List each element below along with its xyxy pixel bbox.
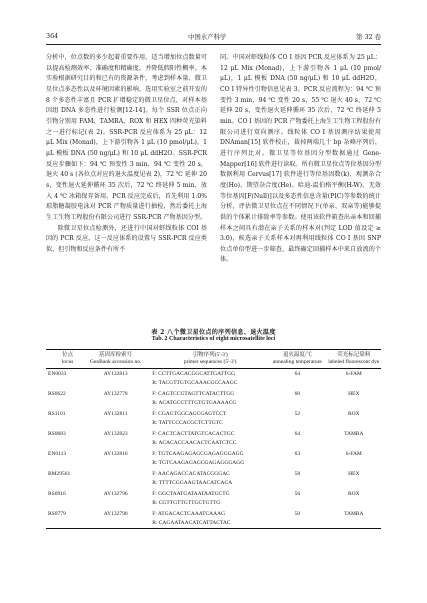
- cell-dye-text: ROX: [347, 490, 360, 497]
- running-header: [46, 30, 381, 42]
- table-row: [46, 388, 381, 408]
- table-row: [46, 428, 381, 448]
- cell-locus: [46, 368, 87, 388]
- cell-locus-text: RS0683: [48, 430, 66, 437]
- table-caption-cn: 表 2 八个微卫星位点的序列信息、退火温度: [151, 329, 276, 336]
- cell-dye-text: TAMRA: [344, 510, 364, 517]
- cell-accession-text: AY132823: [103, 430, 128, 437]
- paragraph: 同。中国对虾线粒体 CO I 基因 PCR 反应体系为 25 μL：12 μL Mix (Monad)，上下游引物各 1 μL (10 pmol/μL)，1 μL 模板 DNA (50 ng/μL) 和 10 μL ddH2O，CO I 特异性引物信息见表 3。PCR 反应流程为：94 ℃ 预变性 3 min，94 ℃ 变性 20 s，55 ℃ 退火 40 s，72 ℃ 延伸 20 s，变性退火延伸循环 35 次后，72 ℃ 终延伸 5 min。CO I 基因的 PCR 产物委托上海生工生物工程股份有限公司进行双向测序。线粒体 CO I 基因测序结果使用 DNAman[15] 软件校正，裁掉两端几十 bp 杂峰序列后，进行序列比对。微卫星等位基因分型数据通过 Gene-Mapper[16] 软件进行读取。所有微卫星位点等位基因分型数据利用 Cervus[17] 软件进行等位基因数(k)、观测杂合度(Ho)、期望杂合度(He)、哈迪-温伯格平衡(H-W)、无效等位基因[F(Null)]以及多态性信息含量(PIC)等参数的统计分析，评估微卫星位点在不同情况下(单亲、双亲等)能够提供的个体累计排除率等参数。使用该软件箱查出亲本和回捕样本之间具有潜在亲子关系的样本对(判定 LOD 值设定 ≥ 3.0)，候选亲子关系样本对再利用线粒体 CO I 基因 SNP 位点单倍型进一步筛查，最终确定回捕样本中来自放流的个体。: [220, 54, 381, 264]
- header-locus: 位点 locus: [61, 352, 74, 365]
- cell-annealing: [268, 488, 326, 508]
- table-caption-en: Tab. 2 Characteristics of eight microsatellite loci: [151, 336, 276, 342]
- cell-annealing: [268, 368, 326, 388]
- cell-primers-text: F: TGTCAAGAGAGCGAGAGGGAGG: [152, 450, 244, 457]
- cell-accession-text: AY132811: [103, 410, 128, 417]
- cell-accession: [87, 488, 144, 508]
- cell-locus: [46, 388, 87, 408]
- cell-accession-text: AY132796: [103, 490, 128, 497]
- cell-primers-text: F: GGCTAATGATAATAATGCTG: [152, 490, 230, 497]
- cell-accession: [87, 408, 144, 428]
- cell-dye-text: HEX: [348, 390, 360, 397]
- header-primers: 引物序列(5'-3') primer sequences (5'-3'): [183, 352, 237, 365]
- cell-locus-text: BM29561: [48, 470, 71, 477]
- cell-primers-text: R: ACATGCCTTTGTGTGAAAACG: [152, 400, 237, 407]
- cell-locus-text: RS0916: [48, 490, 66, 497]
- cell-primers: [144, 488, 268, 508]
- cell-accession-text: AY132813: [103, 370, 128, 377]
- cell-locus: [46, 448, 87, 468]
- journal-name: 中国水产科学: [187, 32, 227, 41]
- cell-primers: [144, 428, 268, 448]
- cell-annealing-text: 63: [294, 450, 301, 457]
- cell-primers-text: R: TTTTCGGAAGTAACATCACA: [152, 480, 233, 487]
- cell-primers-text: F: CGAGTGGCAGCGAGTCCT: [152, 410, 227, 417]
- table-body: [46, 368, 381, 529]
- cell-locus-text: EN0113: [48, 450, 67, 457]
- cell-dye-text: 6-FAM: [345, 450, 362, 457]
- cell-annealing-text: 58: [294, 470, 301, 477]
- cell-annealing: [268, 408, 326, 428]
- cell-accession: [87, 448, 144, 468]
- cell-primers-text: R: TGTCAAGAGAGCGAGAGGGAGG: [152, 460, 245, 467]
- cell-accession-text: AY132778: [103, 390, 128, 397]
- cell-dye: [327, 488, 381, 508]
- cell-annealing: [268, 448, 326, 468]
- volume-label: 第 32 卷: [356, 32, 381, 41]
- cell-dye: [327, 368, 381, 388]
- right-column: [220, 53, 381, 266]
- cell-primers: [144, 368, 268, 388]
- cell-primers: [144, 388, 268, 408]
- loci-table: [46, 349, 381, 529]
- header-accession: 基因库检索号 GenBank accession no.: [89, 352, 142, 365]
- cell-annealing: [268, 508, 326, 528]
- cell-locus: [46, 488, 87, 508]
- table-row: [46, 368, 381, 388]
- cell-primers-text: F: CAGTCCGTAGTTCATACTTGG: [152, 390, 235, 397]
- cell-locus: [46, 408, 87, 428]
- cell-annealing-text: 64: [294, 370, 301, 377]
- cell-primers-text: F: AACAGACCACATACGGGAC: [152, 470, 230, 477]
- cell-accession: [87, 388, 144, 408]
- cell-dye: [327, 408, 381, 428]
- cell-locus: [46, 508, 87, 528]
- header-annealing: 退火温度/℃ annealing temperature: [272, 352, 322, 365]
- cell-primers-text: R: CAGAATAACATCATTACTAC: [152, 520, 231, 527]
- cell-locus: [46, 428, 87, 448]
- cell-annealing: [268, 428, 326, 448]
- cell-dye: [327, 388, 381, 408]
- cell-accession: [87, 428, 144, 448]
- cell-annealing-text: 64: [294, 430, 301, 437]
- cell-annealing-text: 50: [294, 510, 301, 517]
- cell-locus: [46, 468, 87, 488]
- header-dye: 荧光标记染料 labeled fluorescent dye: [328, 352, 380, 365]
- cell-primers: [144, 408, 268, 428]
- left-column: [46, 53, 207, 255]
- cell-primers-text: F: CCTTGACACGGCATTGATTGG: [152, 370, 236, 377]
- cell-dye: [327, 468, 381, 488]
- cell-accession-text: AY132790: [103, 510, 128, 517]
- cell-annealing-text: 60: [294, 390, 301, 397]
- header-rule: [46, 44, 381, 45]
- cell-primers-text: R: TATTCCCACGCTCTTGTC: [152, 420, 223, 427]
- page-number: 364: [46, 32, 59, 40]
- cell-dye-text: 6-FAM: [345, 370, 362, 377]
- cell-annealing-text: 56: [294, 490, 301, 497]
- cell-dye: [327, 508, 381, 528]
- cell-annealing: [268, 388, 326, 408]
- cell-primers-text: F: CACTCACTTATGTCACACTGC: [152, 430, 235, 437]
- cell-locus-text: EN0033: [48, 370, 67, 377]
- cell-locus-text: RS1101: [48, 410, 66, 417]
- table-row: [46, 408, 381, 428]
- cell-accession: [87, 468, 144, 488]
- cell-primers: [144, 448, 268, 468]
- table-row: [46, 448, 381, 468]
- cell-dye: [327, 448, 381, 468]
- cell-annealing: [268, 468, 326, 488]
- cell-primers-text: R: TACGTTGTGCAAACGCCAAGC: [152, 380, 238, 387]
- cell-primers: [144, 468, 268, 488]
- table-row: [46, 508, 381, 528]
- paragraph: 除微卫星位点检测外，还进行中国对虾线粒体 COI 基因的 PCR 反应，这一反应体系的设置与 SSR-PCR 反应类似，但引物和反应条件有所不: [46, 224, 207, 253]
- cell-accession: [87, 508, 144, 528]
- cell-primers-text: F: ATGACACTCAAATCAAAG: [152, 510, 226, 517]
- cell-dye: [327, 428, 381, 448]
- cell-dye-text: ROX: [347, 410, 360, 417]
- table-row: [46, 488, 381, 508]
- cell-accession: [87, 368, 144, 388]
- cell-primers: [144, 508, 268, 528]
- cell-annealing-text: 52: [294, 410, 301, 417]
- cell-locus-text: RS0779: [48, 510, 66, 517]
- table-header-row: [46, 350, 381, 369]
- cell-dye-text: HEX: [348, 470, 360, 477]
- cell-accession-text: AY132816: [103, 450, 128, 457]
- table-row: [46, 468, 381, 488]
- cell-dye-text: TAMRA: [344, 430, 364, 437]
- paragraph: 分析中，位点数的多少起着重要作用，适当增加位点数量可以提高检测效率、准确度和精确度，并降低假阳性概率。本实验根据研究目的和已有的资源条件，考虑到样本量、微卫星位点多态性以及环境因素的影响，选用实验室之前开发的 8 个多态性丰富且 PCR 扩增稳定的微卫星位点，对样本基因组 DNA 多态性进行检测[12-14]。每个 SSR 位点正向引物分别用 FAM、TAMRA、ROX 和 HEX 四种荧光染料之一进行标记(表 2)。SSR-PCR 反应体系为 25 μL：12 μL Mix (Monad)，上下游引物各 1 μL (10 pmol/μL)，1 μL 模板 DNA (50 ng/μL) 和 10 μL ddH2O。SSR-PCR 反应步骤如下：94 ℃ 预变性 3 min，94 ℃ 变性 20 s，退火 40 s (各位点对应的退火温度见表 2)，72 ℃ 延伸 20 s，变性退火延伸循环 35 次后，72 ℃ 终延伸 5 min，放入 4 ℃ 冰箱保存备用。PCR 反应完成后，首先利用 1.0% 琼脂糖凝胶电泳对 PCR 产物质量进行抽检，然后委托上海生工生物工程股份有限公司进行 SSR-PCR 产物基因分型。: [46, 54, 207, 221]
- cell-primers-text: R: ACACACCAACACTCAATCTCC: [152, 440, 237, 447]
- cell-locus-text: RS0622: [48, 390, 66, 397]
- cell-primers-text: R: CGTTGTTGTTGCTGTTG: [152, 500, 221, 507]
